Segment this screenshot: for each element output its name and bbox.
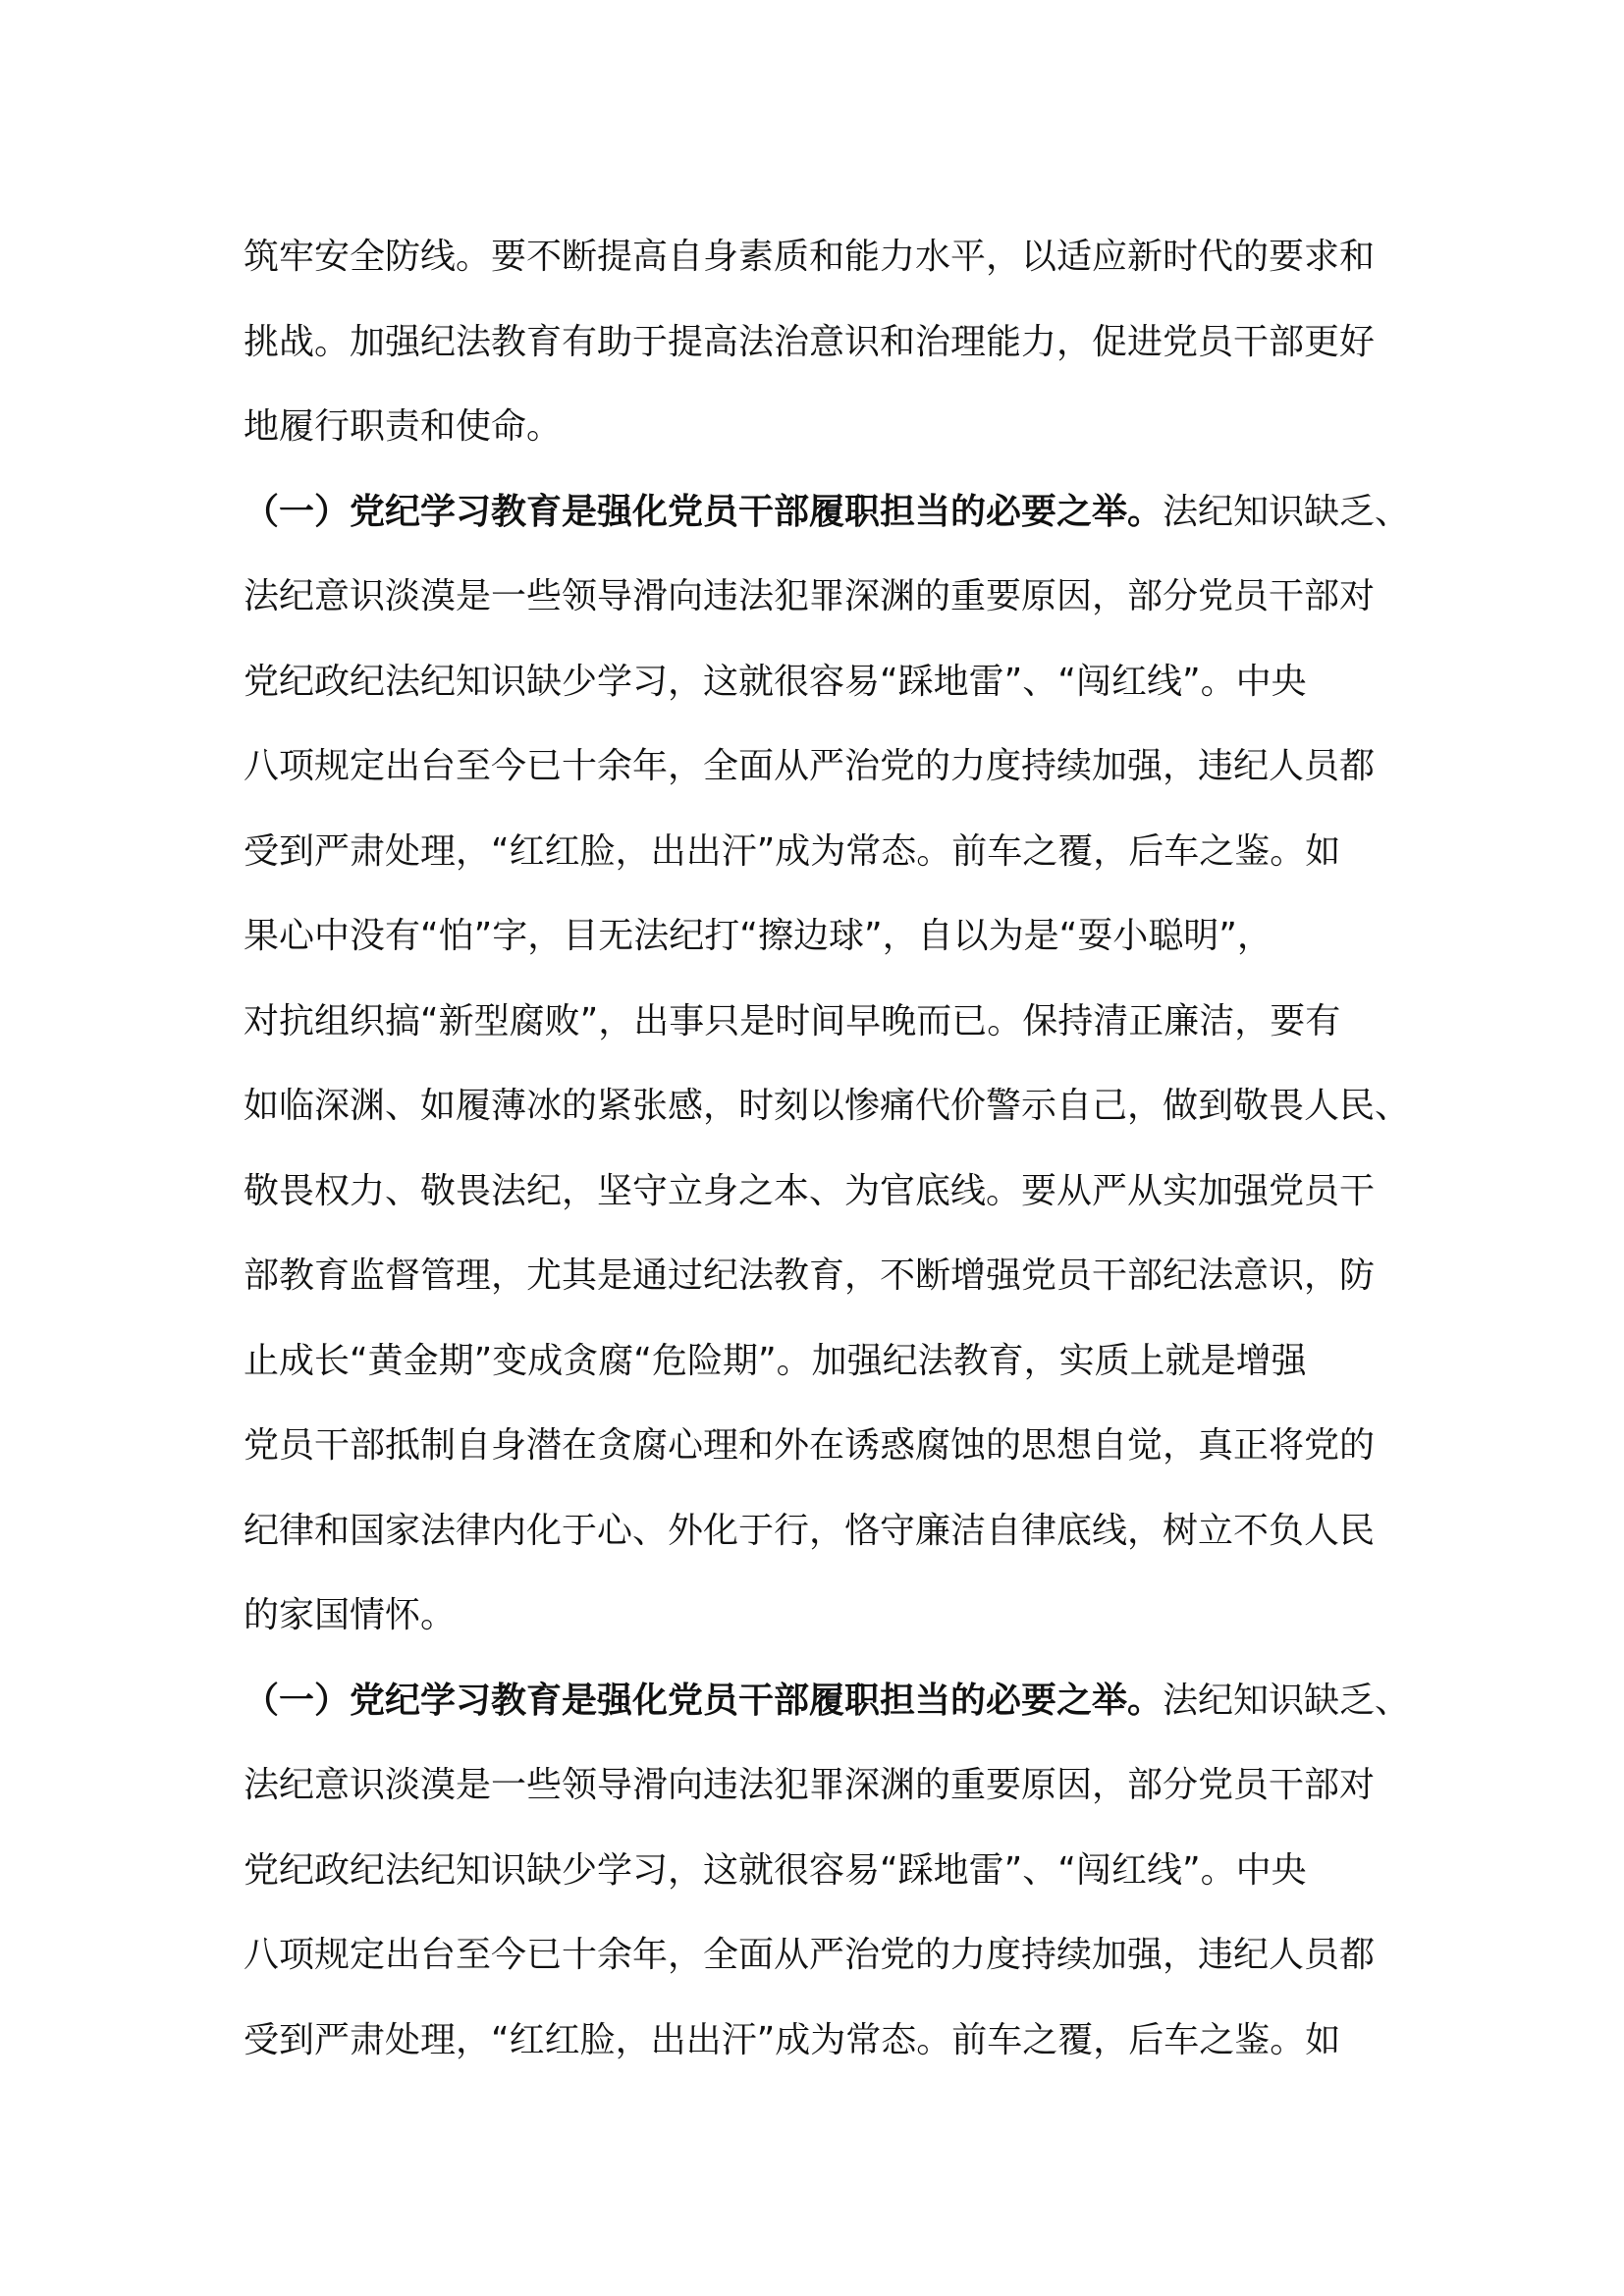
text-line: 党纪政纪法纪知识缺少学习，这就很容易“踩地雷”、“闯红线”。中央 [244, 1849, 1307, 1891]
text-line: 法纪意识淡漠是一些领导滑向违法犯罪深渊的重要原因，部分党员干部对 [244, 1765, 1376, 1805]
section-heading: （一）党纪学习教育是强化党员干部履职担当的必要之举。 [244, 1680, 1164, 1721]
text-line: 的家国情怀。 [244, 1595, 457, 1635]
text-line: 纪律和国家法律内化于心、外化于行，恪守廉洁自律底线，树立不负人民 [244, 1510, 1376, 1551]
text-line: 如临深渊、如履薄冰的紧张感，时刻以惨痛代价警示自己，做到敬畏人民、 [244, 1086, 1411, 1126]
text-line: 党纪政纪法纪知识缺少学习，这就很容易“踩地雷”、“闯红线”。中央 [244, 661, 1307, 702]
text-line: 地履行职责和使命。 [244, 406, 563, 447]
section-first-line [244, 1659, 1411, 1744]
text-line: 受到严肃处理，“红红脸，出出汗”成为常态。前车之覆，后车之鉴。如 [244, 2019, 1341, 2060]
text-line: 部教育监督管理，尤其是通过纪法教育，不断增强党员干部纪法意识，防 [244, 1255, 1376, 1296]
text-line: 挑战。加强纪法教育有助于提高法治意识和治理能力，促进党员干部更好 [244, 321, 1376, 362]
text-line: 八项规定出台至今已十余年，全面从严治党的力度持续加强，违纪人员都 [244, 746, 1376, 786]
text-fragment: 法纪知识缺乏、 [1163, 491, 1411, 532]
text-line: 党员干部抵制自身潜在贪腐心理和外在诱惑腐蚀的思想自觉，真正将党的 [244, 1425, 1376, 1466]
document-body [244, 215, 1411, 2083]
text-line: 法纪意识淡漠是一些领导滑向违法犯罪深渊的重要原因，部分党员干部对 [244, 576, 1376, 616]
text-line: 敬畏权力、敬畏法纪，坚守立身之本、为官底线。要从严从实加强党员干 [244, 1170, 1376, 1211]
text-line: 受到严肃处理，“红红脸，出出汗”成为常态。前车之覆，后车之鉴。如 [244, 830, 1341, 872]
text-line: 止成长“黄金期”变成贪腐“危险期”。加强纪法教育，实质上就是增强 [244, 1340, 1307, 1381]
text-line: 果心中没有“怕”字，目无法纪打“擦边球”，自以为是“耍小聪明”， [244, 916, 1272, 956]
text-line: 对抗组织搞“新型腐败”，出事只是时间早晚而已。保持清正廉洁，要有 [244, 1000, 1341, 1041]
text-line: 八项规定出台至今已十余年，全面从严治党的力度持续加强，违纪人员都 [244, 1935, 1376, 1975]
text-line: 筑牢安全防线。要不断提高自身素质和能力水平，以适应新时代的要求和 [244, 237, 1376, 277]
text-fragment: 法纪知识缺乏、 [1163, 1680, 1411, 1721]
section-first-line [244, 470, 1411, 556]
section-heading: （一）党纪学习教育是强化党员干部履职担当的必要之举。 [244, 491, 1164, 532]
